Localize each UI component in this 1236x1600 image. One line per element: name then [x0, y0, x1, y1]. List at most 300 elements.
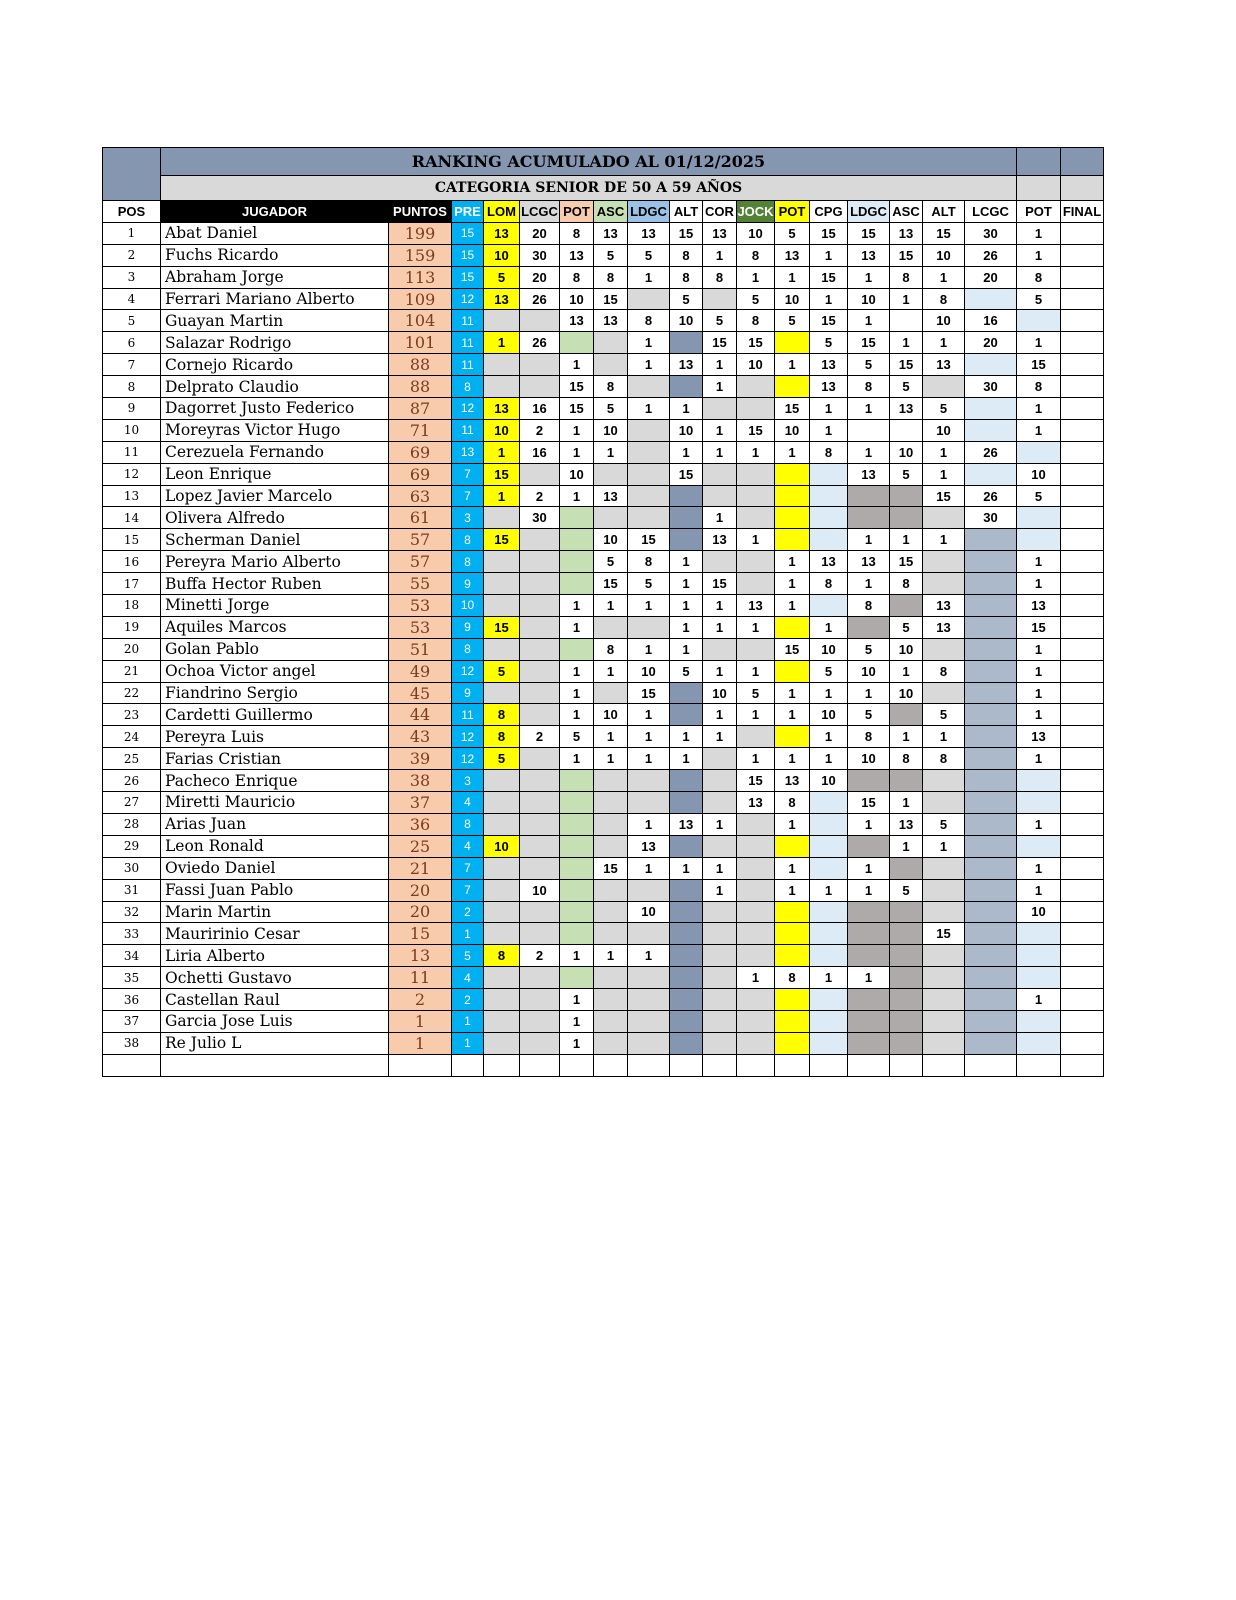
score-cell: 1	[1017, 813, 1061, 835]
score-cell	[1017, 923, 1061, 945]
position-cell: 1	[103, 222, 161, 244]
score-cell: 1	[594, 945, 628, 967]
score-cell	[484, 638, 520, 660]
score-cell	[670, 704, 703, 726]
score-cell	[670, 529, 703, 551]
score-cell: 13	[670, 354, 703, 376]
score-cell	[484, 1010, 520, 1032]
score-cell	[628, 1010, 670, 1032]
score-cell: 5	[923, 398, 965, 420]
pre-cell: 3	[452, 507, 484, 529]
pre-cell: 12	[452, 748, 484, 770]
score-cell: 15	[1017, 354, 1061, 376]
score-cell	[628, 770, 670, 792]
empty-cell	[890, 1054, 923, 1076]
points-cell: 13	[389, 945, 452, 967]
position-cell: 32	[103, 901, 161, 923]
score-cell: 30	[520, 507, 560, 529]
pre-cell: 9	[452, 682, 484, 704]
score-cell	[594, 1010, 628, 1032]
score-cell: 5	[594, 551, 628, 573]
score-cell: 1	[737, 704, 775, 726]
score-cell	[670, 923, 703, 945]
pre-cell: 11	[452, 332, 484, 354]
empty-cell	[103, 1054, 161, 1076]
score-cell: 8	[890, 266, 923, 288]
score-cell: 5	[1017, 288, 1061, 310]
score-cell	[965, 398, 1017, 420]
score-cell: 13	[560, 244, 594, 266]
pre-cell: 13	[452, 441, 484, 463]
score-cell	[890, 770, 923, 792]
score-cell: 1	[775, 551, 810, 573]
score-cell: 1	[1017, 332, 1061, 354]
score-cell	[1017, 529, 1061, 551]
score-cell	[670, 989, 703, 1011]
score-cell	[520, 310, 560, 332]
score-cell: 5	[560, 726, 594, 748]
player-name-cell: Ferrari Mariano Alberto	[161, 288, 389, 310]
score-cell	[890, 507, 923, 529]
score-cell: 1	[703, 244, 737, 266]
score-cell	[520, 1032, 560, 1054]
score-cell	[628, 1032, 670, 1054]
score-cell	[737, 857, 775, 879]
score-cell	[560, 813, 594, 835]
score-cell	[810, 529, 848, 551]
score-cell	[1061, 441, 1104, 463]
score-cell: 1	[775, 266, 810, 288]
score-cell	[965, 616, 1017, 638]
score-cell: 1	[890, 726, 923, 748]
score-cell: 1	[594, 748, 628, 770]
pre-cell: 4	[452, 835, 484, 857]
score-cell: 13	[594, 310, 628, 332]
score-cell: 10	[923, 419, 965, 441]
score-cell	[810, 923, 848, 945]
score-cell: 10	[890, 441, 923, 463]
score-cell	[965, 879, 1017, 901]
score-cell	[520, 463, 560, 485]
score-cell: 1	[628, 354, 670, 376]
player-name-cell: Delprato Claudio	[161, 376, 389, 398]
score-cell	[810, 1032, 848, 1054]
position-cell: 21	[103, 660, 161, 682]
score-cell	[810, 857, 848, 879]
score-cell: 10	[890, 682, 923, 704]
score-cell: 16	[965, 310, 1017, 332]
table-row	[103, 332, 1104, 354]
score-cell: 20	[965, 266, 1017, 288]
table-row	[103, 354, 1104, 376]
score-cell: 1	[560, 1010, 594, 1032]
subtitle-pot-cell	[1017, 176, 1061, 201]
score-cell: 5	[848, 638, 890, 660]
score-cell	[923, 792, 965, 814]
score-cell: 15	[890, 354, 923, 376]
score-cell: 10	[628, 901, 670, 923]
score-cell	[560, 857, 594, 879]
pre-cell: 12	[452, 288, 484, 310]
score-cell: 1	[848, 529, 890, 551]
score-cell	[965, 660, 1017, 682]
score-cell: 5	[670, 660, 703, 682]
player-name-cell: Pereyra Luis	[161, 726, 389, 748]
score-cell: 1	[1017, 244, 1061, 266]
player-name-cell: Guayan Martin	[161, 310, 389, 332]
empty-cell	[161, 1054, 389, 1076]
score-cell: 1	[848, 813, 890, 835]
score-cell	[737, 638, 775, 660]
score-cell	[628, 288, 670, 310]
score-cell	[628, 967, 670, 989]
score-cell	[594, 879, 628, 901]
score-cell	[1061, 704, 1104, 726]
score-cell: 30	[965, 376, 1017, 398]
score-cell: 15	[737, 770, 775, 792]
score-cell	[703, 638, 737, 660]
score-cell	[848, 835, 890, 857]
score-cell: 1	[737, 967, 775, 989]
score-cell: 5	[848, 354, 890, 376]
score-cell: 8	[670, 266, 703, 288]
score-cell: 13	[670, 813, 703, 835]
score-cell	[965, 354, 1017, 376]
table-row	[103, 726, 1104, 748]
score-cell: 13	[775, 770, 810, 792]
score-cell	[890, 945, 923, 967]
score-cell: 15	[594, 288, 628, 310]
score-cell: 13	[594, 222, 628, 244]
score-cell	[703, 463, 737, 485]
score-cell: 1	[737, 441, 775, 463]
score-cell: 1	[594, 595, 628, 617]
score-cell	[810, 463, 848, 485]
score-cell: 8	[737, 310, 775, 332]
empty-cell	[923, 1054, 965, 1076]
table-row	[103, 792, 1104, 814]
empty-cell	[703, 1054, 737, 1076]
score-cell	[520, 748, 560, 770]
score-cell	[1061, 879, 1104, 901]
score-cell	[1017, 1032, 1061, 1054]
score-cell: 15	[560, 398, 594, 420]
score-cell: 1	[560, 354, 594, 376]
score-cell	[1061, 638, 1104, 660]
score-cell	[594, 901, 628, 923]
score-cell	[890, 967, 923, 989]
score-cell: 15	[848, 792, 890, 814]
score-cell	[560, 551, 594, 573]
table-row	[103, 551, 1104, 573]
score-cell	[484, 1032, 520, 1054]
score-cell: 1	[1017, 857, 1061, 879]
column-header-puntos-2: PUNTOS	[389, 201, 452, 223]
score-cell	[890, 1032, 923, 1054]
score-cell	[484, 901, 520, 923]
score-cell: 1	[484, 441, 520, 463]
score-cell	[484, 813, 520, 835]
score-cell: 30	[520, 244, 560, 266]
score-cell	[775, 485, 810, 507]
score-cell	[520, 813, 560, 835]
score-cell	[1017, 507, 1061, 529]
pre-cell: 1	[452, 923, 484, 945]
score-cell: 13	[923, 595, 965, 617]
score-cell	[594, 967, 628, 989]
score-cell: 1	[890, 288, 923, 310]
score-cell: 1	[923, 529, 965, 551]
score-cell	[737, 923, 775, 945]
score-cell: 1	[1017, 222, 1061, 244]
score-cell: 10	[628, 660, 670, 682]
score-cell: 8	[923, 660, 965, 682]
score-cell	[848, 1010, 890, 1032]
score-cell	[848, 616, 890, 638]
score-cell: 15	[484, 463, 520, 485]
score-cell	[737, 1010, 775, 1032]
score-cell: 2	[520, 485, 560, 507]
score-cell	[923, 638, 965, 660]
score-cell	[737, 901, 775, 923]
score-cell: 13	[890, 813, 923, 835]
score-cell: 15	[923, 222, 965, 244]
empty-cell	[484, 1054, 520, 1076]
player-name-cell: Marin Martin	[161, 901, 389, 923]
position-cell: 34	[103, 945, 161, 967]
player-name-cell: Minetti Jorge	[161, 595, 389, 617]
score-cell	[965, 770, 1017, 792]
table-row	[103, 595, 1104, 617]
score-cell: 1	[810, 748, 848, 770]
score-cell: 10	[594, 704, 628, 726]
score-cell: 1	[628, 726, 670, 748]
score-cell: 1	[560, 945, 594, 967]
score-cell	[520, 354, 560, 376]
score-cell	[775, 901, 810, 923]
player-name-cell: Re Julio L	[161, 1032, 389, 1054]
column-header-row	[103, 201, 1104, 223]
title-pot-cell	[1017, 148, 1061, 176]
score-cell: 1	[810, 967, 848, 989]
score-cell	[1061, 419, 1104, 441]
score-cell	[560, 923, 594, 945]
score-cell: 8	[560, 266, 594, 288]
score-cell: 15	[775, 398, 810, 420]
score-cell	[1061, 463, 1104, 485]
score-cell: 5	[737, 288, 775, 310]
position-cell: 11	[103, 441, 161, 463]
score-cell	[848, 507, 890, 529]
score-cell	[1061, 222, 1104, 244]
points-cell: 44	[389, 704, 452, 726]
score-cell: 1	[560, 682, 594, 704]
score-cell	[965, 463, 1017, 485]
score-cell: 15	[810, 310, 848, 332]
score-cell: 13	[594, 485, 628, 507]
column-header-jugador-1: JUGADOR	[161, 201, 389, 223]
score-cell: 15	[670, 222, 703, 244]
score-cell: 1	[1017, 989, 1061, 1011]
points-cell: 55	[389, 573, 452, 595]
score-cell: 1	[848, 573, 890, 595]
score-cell	[484, 770, 520, 792]
points-cell: 113	[389, 266, 452, 288]
score-cell	[703, 485, 737, 507]
score-cell	[923, 573, 965, 595]
score-cell	[1017, 310, 1061, 332]
score-cell	[560, 573, 594, 595]
score-cell: 1	[775, 354, 810, 376]
score-cell	[775, 660, 810, 682]
score-cell	[775, 923, 810, 945]
position-cell: 20	[103, 638, 161, 660]
empty-cell	[389, 1054, 452, 1076]
score-cell	[923, 1032, 965, 1054]
pre-cell: 4	[452, 792, 484, 814]
score-cell: 1	[670, 748, 703, 770]
score-cell: 8	[890, 573, 923, 595]
score-cell: 10	[775, 419, 810, 441]
score-cell: 1	[560, 660, 594, 682]
score-cell: 8	[923, 288, 965, 310]
position-cell: 31	[103, 879, 161, 901]
column-header-lom-4: LOM	[484, 201, 520, 223]
score-cell: 1	[628, 813, 670, 835]
score-cell: 13	[703, 529, 737, 551]
score-cell	[1061, 354, 1104, 376]
score-cell: 1	[703, 376, 737, 398]
table-row	[103, 638, 1104, 660]
player-name-cell: Fiandrino Sergio	[161, 682, 389, 704]
score-cell: 1	[737, 266, 775, 288]
ranking-table	[102, 147, 1104, 1077]
score-cell	[484, 310, 520, 332]
score-cell: 10	[703, 682, 737, 704]
position-cell: 3	[103, 266, 161, 288]
score-cell: 13	[737, 595, 775, 617]
pre-cell: 10	[452, 595, 484, 617]
score-cell	[965, 551, 1017, 573]
score-cell	[848, 923, 890, 945]
score-cell: 15	[628, 529, 670, 551]
score-cell: 8	[890, 748, 923, 770]
points-cell: 69	[389, 441, 452, 463]
score-cell	[484, 792, 520, 814]
points-cell: 51	[389, 638, 452, 660]
table-row	[103, 288, 1104, 310]
player-name-cell: Cornejo Ricardo	[161, 354, 389, 376]
score-cell: 8	[848, 595, 890, 617]
table-row	[103, 879, 1104, 901]
score-cell: 13	[703, 222, 737, 244]
score-cell	[810, 507, 848, 529]
score-cell: 1	[560, 441, 594, 463]
table-row	[103, 419, 1104, 441]
score-cell: 2	[520, 726, 560, 748]
position-cell: 17	[103, 573, 161, 595]
score-cell: 8	[484, 726, 520, 748]
score-cell: 1	[1017, 682, 1061, 704]
score-cell	[594, 770, 628, 792]
score-cell	[1061, 726, 1104, 748]
score-cell: 10	[594, 419, 628, 441]
position-cell: 26	[103, 770, 161, 792]
score-cell: 1	[594, 660, 628, 682]
table-row	[103, 1032, 1104, 1054]
score-cell	[775, 1010, 810, 1032]
score-cell: 1	[810, 288, 848, 310]
score-cell: 8	[594, 376, 628, 398]
score-cell	[1061, 310, 1104, 332]
table-row	[103, 923, 1104, 945]
title-final-cell	[1061, 148, 1104, 176]
score-cell: 1	[923, 441, 965, 463]
score-cell	[670, 770, 703, 792]
score-cell: 1	[848, 879, 890, 901]
score-cell: 1	[484, 332, 520, 354]
pre-cell: 1	[452, 1032, 484, 1054]
empty-cell	[628, 1054, 670, 1076]
score-cell: 30	[965, 507, 1017, 529]
score-cell: 1	[560, 1032, 594, 1054]
score-cell	[890, 901, 923, 923]
player-name-cell: Fuchs Ricardo	[161, 244, 389, 266]
score-cell: 5	[810, 332, 848, 354]
table-row	[103, 835, 1104, 857]
score-cell: 5	[810, 660, 848, 682]
score-cell	[965, 835, 1017, 857]
pre-cell: 8	[452, 813, 484, 835]
score-cell: 15	[737, 419, 775, 441]
score-cell	[1061, 1010, 1104, 1032]
score-cell	[520, 792, 560, 814]
score-cell: 1	[1017, 748, 1061, 770]
score-cell: 1	[628, 748, 670, 770]
score-cell	[628, 419, 670, 441]
empty-cell	[737, 1054, 775, 1076]
score-cell: 1	[775, 441, 810, 463]
score-cell: 1	[560, 748, 594, 770]
score-cell: 2	[520, 945, 560, 967]
column-header-final-19: FINAL	[1061, 201, 1104, 223]
score-cell: 5	[594, 398, 628, 420]
score-cell	[890, 704, 923, 726]
score-cell	[628, 376, 670, 398]
score-cell: 13	[923, 354, 965, 376]
score-cell	[923, 945, 965, 967]
score-cell	[965, 945, 1017, 967]
title-row	[103, 148, 1104, 176]
score-cell	[520, 660, 560, 682]
points-cell: 39	[389, 748, 452, 770]
points-cell: 69	[389, 463, 452, 485]
score-cell	[1061, 376, 1104, 398]
points-cell: 53	[389, 616, 452, 638]
score-cell	[1061, 857, 1104, 879]
table-row	[103, 660, 1104, 682]
pre-cell: 15	[452, 266, 484, 288]
score-cell: 1	[775, 595, 810, 617]
score-cell	[703, 551, 737, 573]
score-cell: 10	[484, 419, 520, 441]
score-cell	[703, 398, 737, 420]
points-cell: 11	[389, 967, 452, 989]
score-cell: 20	[965, 332, 1017, 354]
score-cell: 5	[484, 266, 520, 288]
table-row	[103, 945, 1104, 967]
score-cell: 1	[848, 398, 890, 420]
